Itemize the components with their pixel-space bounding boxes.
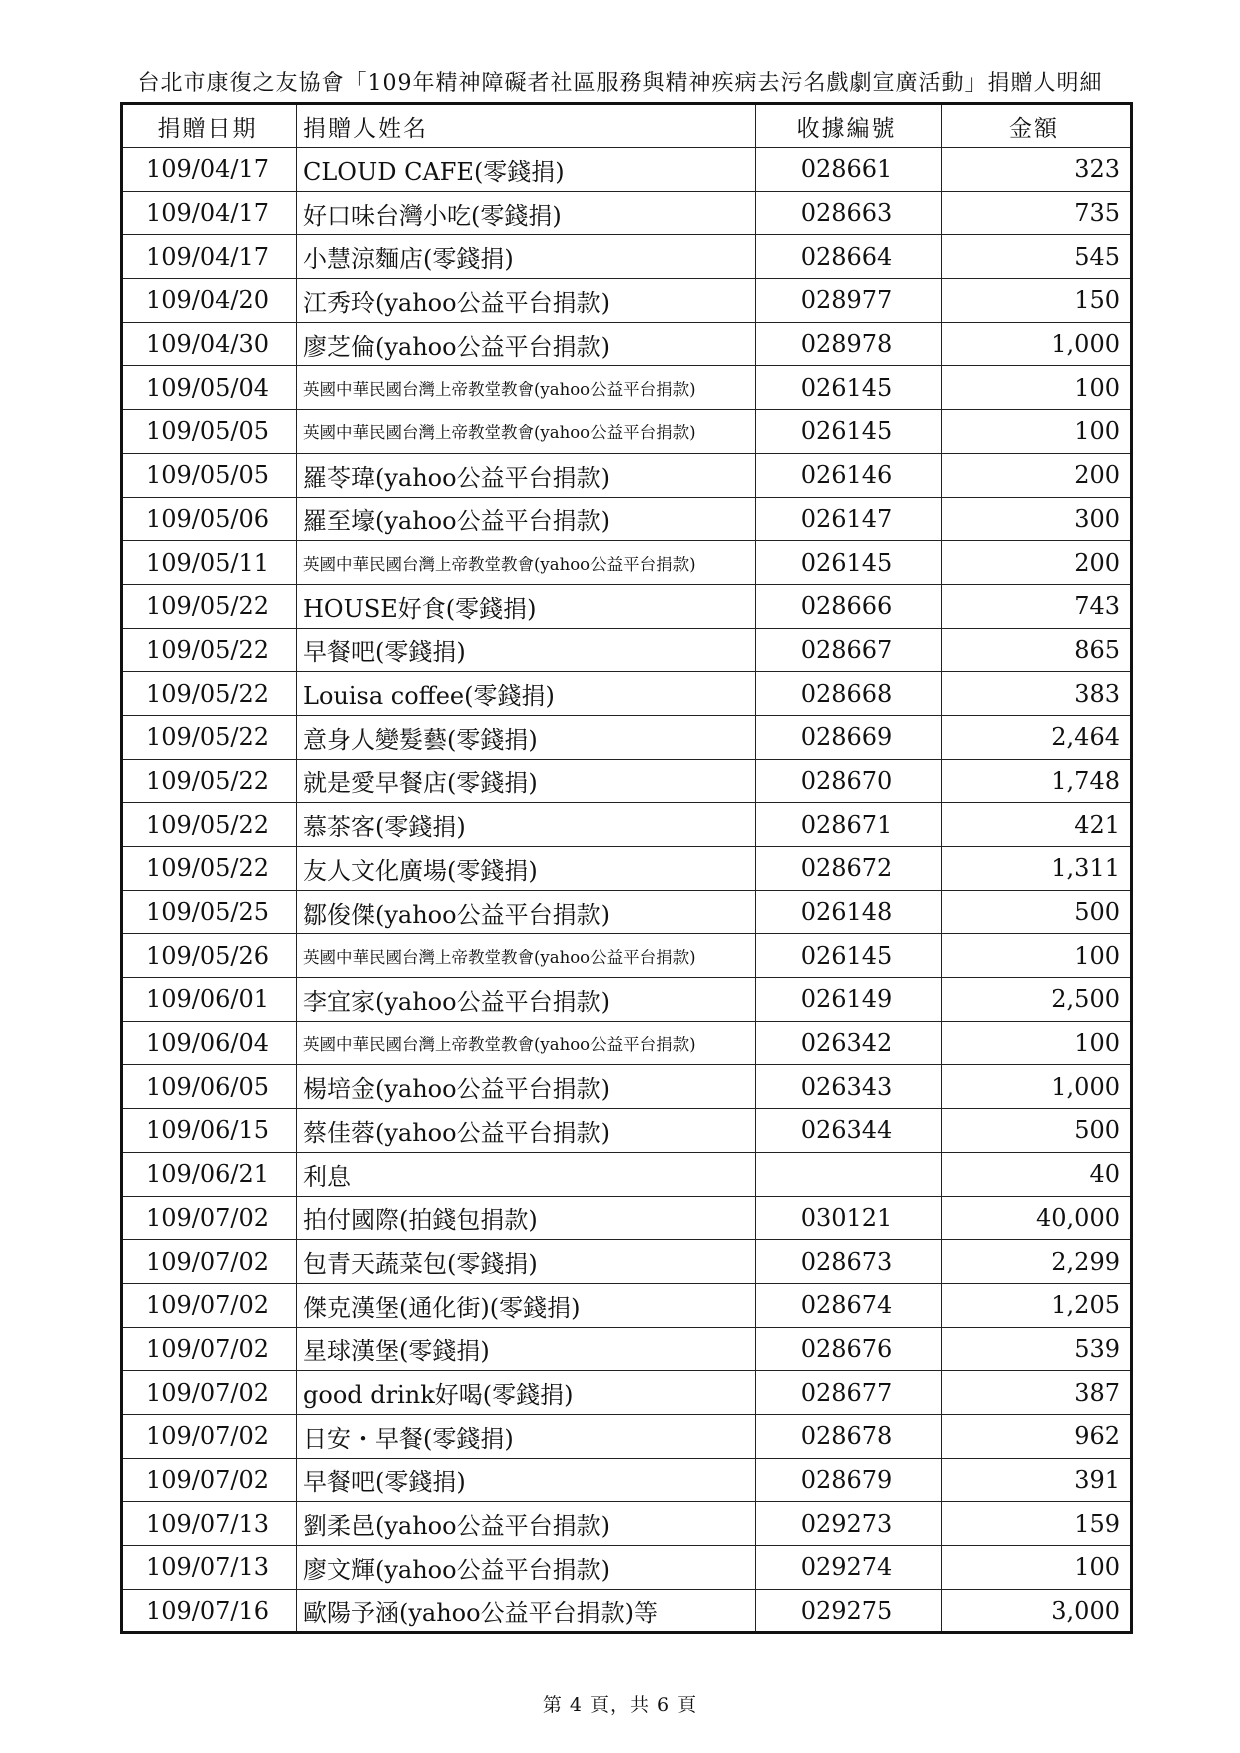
- receipt-number-cell: 028671: [756, 803, 942, 847]
- table-row: [122, 1152, 1132, 1196]
- amount-cell: 159: [942, 1502, 1132, 1546]
- amount-cell: 100: [942, 1546, 1132, 1590]
- receipt-number-cell: 028677: [756, 1371, 942, 1415]
- donor-name-cell: 日安・早餐(零錢捐): [297, 1414, 756, 1458]
- receipt-number-cell: 026145: [756, 934, 942, 978]
- amount-cell: 500: [942, 890, 1132, 934]
- table-row: [122, 1589, 1132, 1633]
- amount-cell: 200: [942, 541, 1132, 585]
- donor-name-cell: 羅至壕(yahoo公益平台捐款): [297, 497, 756, 541]
- table-row: [122, 1371, 1132, 1415]
- receipt-number-cell: 026145: [756, 366, 942, 410]
- donor-name-cell: 慕茶客(零錢捐): [297, 803, 756, 847]
- donor-name-cell: 英國中華民國台灣上帝教堂教會(yahoo公益平台捐款): [297, 366, 756, 410]
- table-row: [122, 322, 1132, 366]
- receipt-number-cell: 028674: [756, 1283, 942, 1327]
- table-row: [122, 1414, 1132, 1458]
- donation-date-cell: 109/05/06: [122, 497, 297, 541]
- table-row: [122, 1546, 1132, 1590]
- receipt-number-cell: 028670: [756, 759, 942, 803]
- donation-date-cell: 109/07/02: [122, 1327, 297, 1371]
- donor-name-cell: 利息: [297, 1152, 756, 1196]
- receipt-number-cell: 029274: [756, 1546, 942, 1590]
- amount-cell: 300: [942, 497, 1132, 541]
- donor-name-cell: 蔡佳蓉(yahoo公益平台捐款): [297, 1109, 756, 1153]
- donor-name-cell: 友人文化廣場(零錢捐): [297, 847, 756, 891]
- receipt-number-cell: 026146: [756, 453, 942, 497]
- receipt-number-cell: 028666: [756, 584, 942, 628]
- amount-cell: 40: [942, 1152, 1132, 1196]
- donor-name-cell: Louisa coffee(零錢捐): [297, 672, 756, 716]
- amount-cell: 1,205: [942, 1283, 1132, 1327]
- donation-date-cell: 109/07/13: [122, 1546, 297, 1590]
- receipt-number-cell: 026342: [756, 1021, 942, 1065]
- donor-name-cell: 好口味台灣小吃(零錢捐): [297, 191, 756, 235]
- table-row: [122, 890, 1132, 934]
- amount-cell: 539: [942, 1327, 1132, 1371]
- donor-name-cell: 意身人變髮藝(零錢捐): [297, 715, 756, 759]
- donor-name-cell: 星球漢堡(零錢捐): [297, 1327, 756, 1371]
- receipt-number-cell: [756, 1152, 942, 1196]
- receipt-number-cell: 030121: [756, 1196, 942, 1240]
- document-title: 台北市康復之友協會「109年精神障礙者社區服務與精神疾病去污名戲劇宣廣活動」捐贈人明細: [137, 71, 1103, 96]
- column-header-amount: 金額: [942, 104, 1132, 148]
- donation-date-cell: 109/05/22: [122, 759, 297, 803]
- donor-name-cell: 早餐吧(零錢捐): [297, 1458, 756, 1502]
- donation-date-cell: 109/05/22: [122, 715, 297, 759]
- donation-date-cell: 109/05/04: [122, 366, 297, 410]
- donation-date-cell: 109/05/22: [122, 672, 297, 716]
- donation-date-cell: 109/05/22: [122, 847, 297, 891]
- donation-date-cell: 109/06/04: [122, 1021, 297, 1065]
- table-row: [122, 148, 1132, 192]
- donor-name-cell: HOUSE好食(零錢捐): [297, 584, 756, 628]
- amount-cell: 421: [942, 803, 1132, 847]
- amount-cell: 100: [942, 1021, 1132, 1065]
- donor-name-cell: 羅苓瑋(yahoo公益平台捐款): [297, 453, 756, 497]
- table-row: [122, 366, 1132, 410]
- receipt-number-cell: 028673: [756, 1240, 942, 1284]
- amount-cell: 3,000: [942, 1589, 1132, 1633]
- donation-date-cell: 109/05/05: [122, 410, 297, 454]
- amount-cell: 1,000: [942, 1065, 1132, 1109]
- column-header-date: 捐贈日期: [122, 104, 297, 148]
- amount-cell: 200: [942, 453, 1132, 497]
- table-row: [122, 1458, 1132, 1502]
- donation-date-cell: 109/05/11: [122, 541, 297, 585]
- donation-date-cell: 109/04/20: [122, 279, 297, 323]
- donor-name-cell: 英國中華民國台灣上帝教堂教會(yahoo公益平台捐款): [297, 1021, 756, 1065]
- receipt-number-cell: 026148: [756, 890, 942, 934]
- donor-name-cell: 李宜家(yahoo公益平台捐款): [297, 978, 756, 1022]
- donor-name-cell: 拍付國際(拍錢包捐款): [297, 1196, 756, 1240]
- amount-cell: 1,311: [942, 847, 1132, 891]
- receipt-number-cell: 028672: [756, 847, 942, 891]
- table-row: [122, 715, 1132, 759]
- donation-date-cell: 109/05/22: [122, 628, 297, 672]
- donation-date-cell: 109/07/02: [122, 1414, 297, 1458]
- donor-name-cell: 英國中華民國台灣上帝教堂教會(yahoo公益平台捐款): [297, 410, 756, 454]
- receipt-number-cell: 029275: [756, 1589, 942, 1633]
- donor-name-cell: 廖芝倫(yahoo公益平台捐款): [297, 322, 756, 366]
- donor-name-cell: 劉柔邑(yahoo公益平台捐款): [297, 1502, 756, 1546]
- donor-name-cell: 英國中華民國台灣上帝教堂教會(yahoo公益平台捐款): [297, 934, 756, 978]
- donor-name-cell: 英國中華民國台灣上帝教堂教會(yahoo公益平台捐款): [297, 541, 756, 585]
- table-row: [122, 1109, 1132, 1153]
- donation-date-cell: 109/07/13: [122, 1502, 297, 1546]
- donor-name-cell: CLOUD CAFE(零錢捐): [297, 148, 756, 192]
- table-row: [122, 235, 1132, 279]
- donation-date-cell: 109/07/02: [122, 1458, 297, 1502]
- table-body: [122, 148, 1132, 1633]
- receipt-number-cell: 028679: [756, 1458, 942, 1502]
- table-row: [122, 541, 1132, 585]
- amount-cell: 500: [942, 1109, 1132, 1153]
- donor-name-cell: 廖文輝(yahoo公益平台捐款): [297, 1546, 756, 1590]
- amount-cell: 865: [942, 628, 1132, 672]
- table-header: [122, 104, 1132, 148]
- donor-name-cell: 江秀玲(yahoo公益平台捐款): [297, 279, 756, 323]
- amount-cell: 1,000: [942, 322, 1132, 366]
- table-row: [122, 1502, 1132, 1546]
- donor-name-cell: 包青天蔬菜包(零錢捐): [297, 1240, 756, 1284]
- receipt-number-cell: 026344: [756, 1109, 942, 1153]
- receipt-number-cell: 026147: [756, 497, 942, 541]
- amount-cell: 40,000: [942, 1196, 1132, 1240]
- table-row: [122, 672, 1132, 716]
- donation-date-cell: 109/06/15: [122, 1109, 297, 1153]
- donation-date-cell: 109/06/21: [122, 1152, 297, 1196]
- table-row: [122, 1021, 1132, 1065]
- table-row: [122, 497, 1132, 541]
- donation-date-cell: 109/05/25: [122, 890, 297, 934]
- receipt-number-cell: 026145: [756, 541, 942, 585]
- table-row: [122, 803, 1132, 847]
- donation-date-cell: 109/06/05: [122, 1065, 297, 1109]
- receipt-number-cell: 028661: [756, 148, 942, 192]
- amount-cell: 2,500: [942, 978, 1132, 1022]
- receipt-number-cell: 028676: [756, 1327, 942, 1371]
- table-row: [122, 978, 1132, 1022]
- donation-date-cell: 109/04/17: [122, 235, 297, 279]
- amount-cell: 743: [942, 584, 1132, 628]
- receipt-number-cell: 029273: [756, 1502, 942, 1546]
- table-row: [122, 934, 1132, 978]
- amount-cell: 2,464: [942, 715, 1132, 759]
- donor-name-cell: 就是愛早餐店(零錢捐): [297, 759, 756, 803]
- donation-date-cell: 109/07/02: [122, 1240, 297, 1284]
- amount-cell: 1,748: [942, 759, 1132, 803]
- table-row: [122, 410, 1132, 454]
- table-row: [122, 628, 1132, 672]
- table-row: [122, 453, 1132, 497]
- amount-cell: 100: [942, 934, 1132, 978]
- table-row: [122, 1065, 1132, 1109]
- amount-cell: 391: [942, 1458, 1132, 1502]
- amount-cell: 545: [942, 235, 1132, 279]
- amount-cell: 150: [942, 279, 1132, 323]
- table-row: [122, 1327, 1132, 1371]
- header-row: [122, 104, 1132, 148]
- receipt-number-cell: 028669: [756, 715, 942, 759]
- column-header-receipt: 收據編號: [756, 104, 942, 148]
- receipt-number-cell: 028664: [756, 235, 942, 279]
- donation-date-cell: 109/05/26: [122, 934, 297, 978]
- receipt-number-cell: 028978: [756, 322, 942, 366]
- donor-name-cell: 楊培金(yahoo公益平台捐款): [297, 1065, 756, 1109]
- receipt-number-cell: 028668: [756, 672, 942, 716]
- receipt-number-cell: 026343: [756, 1065, 942, 1109]
- receipt-number-cell: 026145: [756, 410, 942, 454]
- table-row: [122, 1196, 1132, 1240]
- donor-name-cell: 小慧涼麵店(零錢捐): [297, 235, 756, 279]
- amount-cell: 383: [942, 672, 1132, 716]
- amount-cell: 100: [942, 410, 1132, 454]
- donation-date-cell: 109/05/05: [122, 453, 297, 497]
- table-row: [122, 1283, 1132, 1327]
- amount-cell: 100: [942, 366, 1132, 410]
- amount-cell: 2,299: [942, 1240, 1132, 1284]
- amount-cell: 323: [942, 148, 1132, 192]
- receipt-number-cell: 028663: [756, 191, 942, 235]
- table-row: [122, 584, 1132, 628]
- table-row: [122, 847, 1132, 891]
- donor-name-cell: 歐陽予涵(yahoo公益平台捐款)等: [297, 1589, 756, 1633]
- donations-table: [120, 102, 1133, 1634]
- table-row: [122, 759, 1132, 803]
- donor-name-cell: 傑克漢堡(通化街)(零錢捐): [297, 1283, 756, 1327]
- donation-date-cell: 109/07/16: [122, 1589, 297, 1633]
- table-row: [122, 1240, 1132, 1284]
- receipt-number-cell: 026149: [756, 978, 942, 1022]
- table-row: [122, 191, 1132, 235]
- page-number: 第 4 頁，共 6 頁: [542, 1694, 698, 1716]
- receipt-number-cell: 028977: [756, 279, 942, 323]
- donor-name-cell: 早餐吧(零錢捐): [297, 628, 756, 672]
- receipt-number-cell: 028678: [756, 1414, 942, 1458]
- donor-name-cell: 鄒俊傑(yahoo公益平台捐款): [297, 890, 756, 934]
- donation-date-cell: 109/07/02: [122, 1283, 297, 1327]
- receipt-number-cell: 028667: [756, 628, 942, 672]
- donation-date-cell: 109/05/22: [122, 584, 297, 628]
- table-row: [122, 279, 1132, 323]
- donation-date-cell: 109/04/17: [122, 191, 297, 235]
- donor-name-cell: good drink好喝(零錢捐): [297, 1371, 756, 1415]
- donation-date-cell: 109/07/02: [122, 1371, 297, 1415]
- donation-date-cell: 109/04/17: [122, 148, 297, 192]
- donation-date-cell: 109/06/01: [122, 978, 297, 1022]
- donation-date-cell: 109/07/02: [122, 1196, 297, 1240]
- column-header-name: 捐贈人姓名: [297, 104, 756, 148]
- donation-date-cell: 109/04/30: [122, 322, 297, 366]
- amount-cell: 735: [942, 191, 1132, 235]
- donation-date-cell: 109/05/22: [122, 803, 297, 847]
- amount-cell: 387: [942, 1371, 1132, 1415]
- amount-cell: 962: [942, 1414, 1132, 1458]
